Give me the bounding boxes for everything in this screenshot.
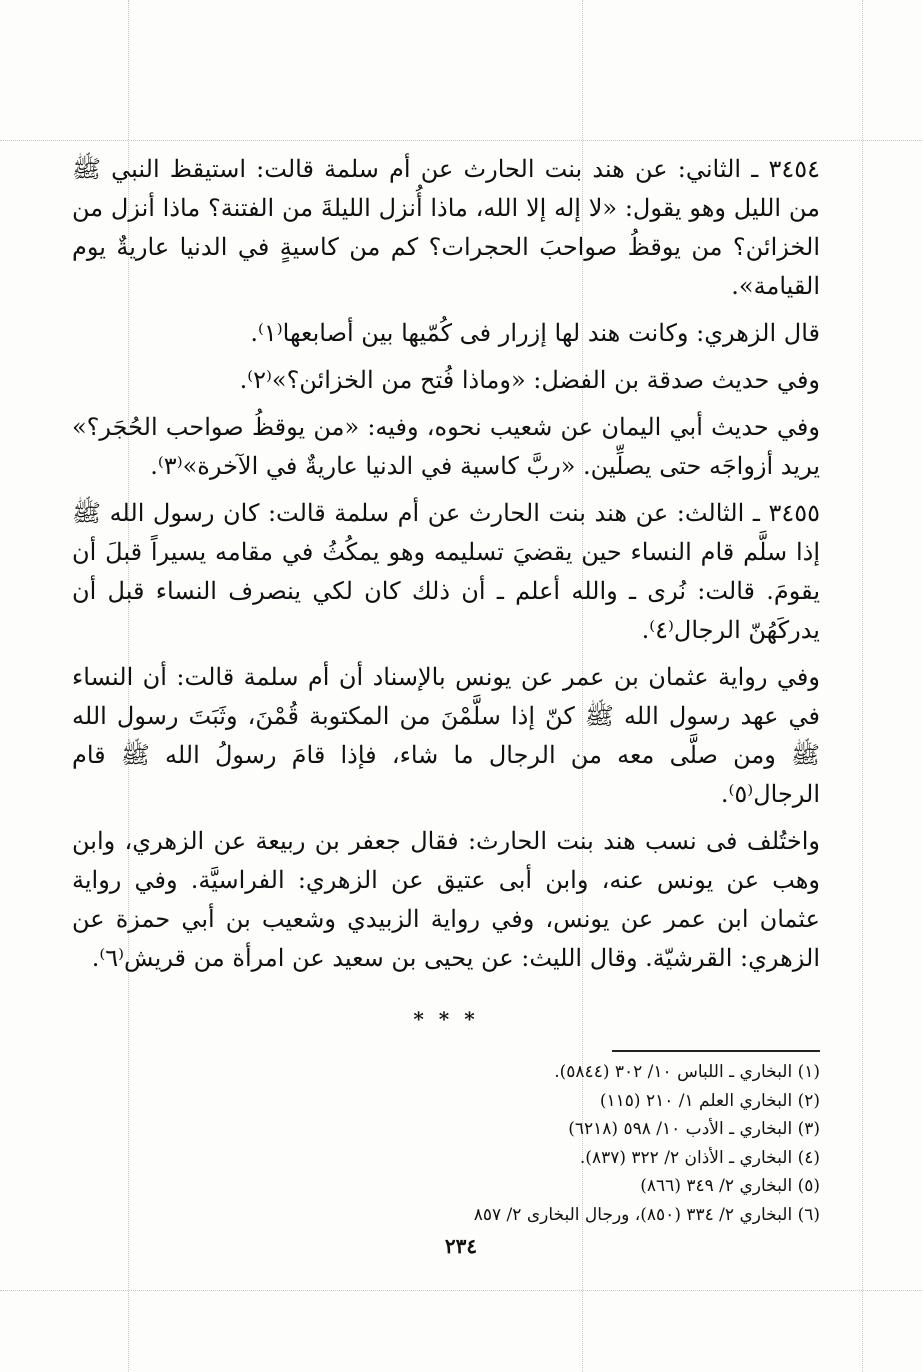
section-divider: * * *	[413, 1007, 479, 1031]
main-text	[72, 150, 820, 1049]
footnote-3: (٣) البخاري ـ الأدب ١٠/ ٥٩٨ (٦٢١٨)	[568, 1119, 820, 1139]
paragraph-uthman-narration: وفي رواية عثمان بن عمر عن يونس بالإسناد أن أم سلمة قالت: أن النساء في عهد رسول الله ﷺ كنّ إذا سلَّمْنَ من المكتوبة قُمْنَ، وثَبَتَ رسول الله ﷺ ومن صلَّى معه من الرجال ما شاء، فإذا قامَ رسولُ الله ﷺ قام الرجال⁽٥⁾.	[72, 663, 820, 808]
footnotes	[300, 1058, 820, 1229]
paragraph-hadith-3454: ٣٤٥٤ ـ الثاني: عن هند بنت الحارث عن أم سلمة قالت: استيقظ النبي ﷺ من الليل وهو يقول: «لا إله إلا الله، ماذا أُنزل الليلةَ من الفتنة؟ ماذا أنزل من الخزائن؟ من يوقظُ صواحبَ الحجرات؟ كم من كاسيةٍ في الدنيا عاريةٌ يوم القيامة».	[72, 155, 820, 300]
paragraph-lineage-note: واختُلف فى نسب هند بنت الحارث: فقال جعفر بن ربيعة عن الزهري، وابن وهب عن يونس عنه، وابن أبى عتيق عن الزهري: الفراسيَّة. وفي رواية عثمان ابن عمر عن يونس، وفي رواية الزبيدي وشعيب بن أبي حمزة عن الزهري: القرشيّة. وقال الليث: عن يحيى بن سعيد عن امرأة من قريش⁽٦⁾.	[72, 827, 820, 972]
page-number: ٢٣٤	[444, 1234, 478, 1258]
footnote-5: (٥) البخاري ٢/ ٣٤٩ (٨٦٦)	[640, 1176, 820, 1196]
paragraph-sadaqa-narration: وفي حديث صدقة بن الفضل: «وماذا فُتح من الخزائن؟»⁽٢⁾.	[239, 366, 820, 394]
scan-guide-line	[862, 0, 863, 1372]
footnote-1: (١) البخاري ـ اللباس ١٠/ ٣٠٢ (٥٨٤٤).	[554, 1062, 820, 1082]
paragraph-hadith-3455: ٣٤٥٥ ـ الثالث: عن هند بنت الحارث عن أم سلمة قالت: كان رسول الله ﷺ إذا سلَّم قام النساء حين يقضيَ تسليمه وهو يمكُثُ في مقامه يسيراً قبلَ أن يقومَ. قالت: نُرى ـ والله أعلم ـ أن ذلك كان لكي ينصرف النساء قبل أن يدركَهُنّ الرجال⁽٤⁾.	[72, 499, 820, 644]
paragraph-zuhri-note: قال الزهري: وكانت هند لها إزرار فى كُمّيها بين أصابعها⁽١⁾.	[250, 319, 820, 347]
footnote-4: (٤) البخاري ـ الأذان ٢/ ٣٢٢ (٨٣٧).	[579, 1147, 820, 1168]
paragraph-abu-yaman-narration: وفي حديث أبي اليمان عن شعيب نحوه، وفيه: «من يوقظُ صواحب الحُجَر؟» يريد أزواجَه حتى يصلِّين. «ربَّ كاسية في الدنيا عاريةٌ في الآخرة»⁽٣⁾.	[72, 413, 820, 480]
footnote-2: (٢) البخاري العلم ١/ ٢١٠ (١١٥)	[599, 1090, 820, 1111]
scan-guide-line	[0, 140, 922, 141]
footnote-6: (٦) البخاري ٢/ ٣٣٤ (٨٥٠)، ورجال البخارى ٢/ ٨٥٧	[473, 1204, 820, 1225]
scan-guide-line	[0, 1290, 922, 1291]
footnote-separator	[612, 1050, 820, 1052]
